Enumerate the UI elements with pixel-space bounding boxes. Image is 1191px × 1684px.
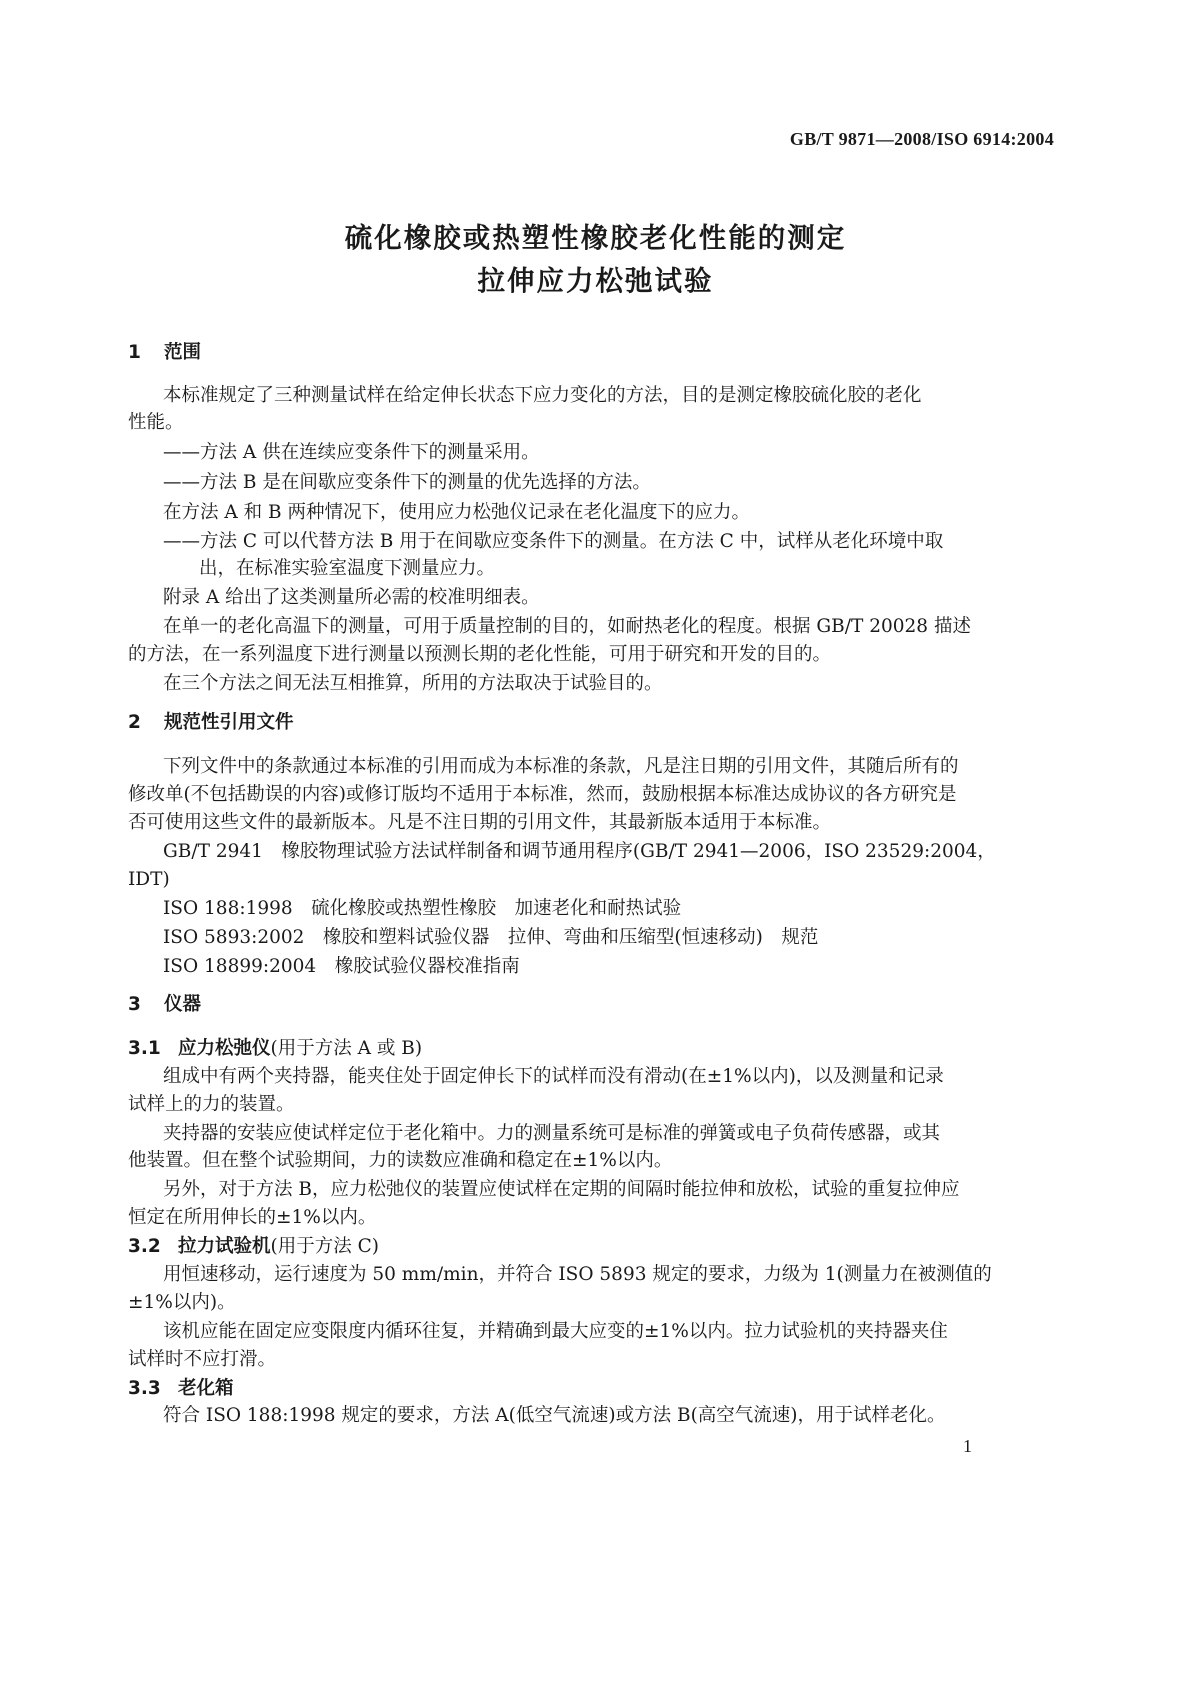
subsection-3-3-heading (128, 1380, 234, 1399)
list-item: ——方法 B 是在间歇应变条件下的测量的优先选择的方法。 (163, 472, 651, 493)
paragraph-line: 他装置。但在整个试验期间，力的读数应准确和稳定在±1%以内。 (128, 1150, 673, 1171)
section-1-heading (128, 344, 201, 363)
section-3-heading (128, 996, 201, 1015)
reference-item: GB/T 2941 橡胶物理试验方法试样制备和调节通用程序(GB/T 2941—2006，ISO 23529:2004， (163, 841, 996, 862)
subsection-3-1-heading (128, 1040, 422, 1059)
subsection-note: (用于方法 C) (270, 1236, 379, 1257)
paragraph-line: 试样上的力的装置。 (128, 1094, 295, 1115)
section-number: 3 (128, 994, 141, 1015)
section-number: 1 (128, 342, 141, 363)
subsection-3-2-heading (128, 1238, 379, 1257)
paragraph-line: 符合 ISO 188:1998 规定的要求，方法 A(低空气流速)或方法 B(高空气流速)，用于试样老化。 (163, 1405, 946, 1426)
list-item-continuation: 出，在标准实验室温度下测量应力。 (199, 558, 496, 579)
paragraph-line: 恒定在所用伸长的±1%以内。 (128, 1207, 377, 1228)
subsection-title: 应力松弛仪 (178, 1038, 271, 1059)
list-item: ——方法 C 可以代替方法 B 用于在间歇应变条件下的测量。在方法 C 中，试样从老化环境中取 (163, 531, 944, 552)
paragraph-line: 修改单(不包括勘误的内容)或修订版均不适用于本标准，然而，鼓励根据本标准达成协议的各方研究是 (128, 784, 957, 805)
paragraph-line: 另外，对于方法 B，应力松弛仪的装置应使试样在定期的间隔时能拉伸和放松，试验的重复拉伸应 (163, 1179, 960, 1200)
paragraph-line: 在三个方法之间无法互相推算，所用的方法取决于试验目的。 (163, 673, 663, 694)
paragraph-line: 组成中有两个夹持器，能夹住处于固定伸长下的试样而没有滑动(在±1%以内)，以及测量和记录 (163, 1066, 944, 1087)
paragraph-line: 该机应能在固定应变限度内循环往复，并精确到最大应变的±1%以内。拉力试验机的夹持器夹住 (163, 1321, 948, 1342)
page-number: 1 (963, 1436, 972, 1456)
subsection-title: 老化箱 (178, 1378, 234, 1399)
paragraph-line: 在单一的老化高温下的测量，可用于质量控制的目的，如耐热老化的程度。根据 GB/T 20028 描述 (163, 616, 971, 637)
paragraph-line: 用恒速移动，运行速度为 50 mm/min，并符合 ISO 5893 规定的要求，力级为 1(测量力在被测值的 (163, 1264, 992, 1285)
reference-item: ISO 18899:2004 橡胶试验仪器校准指南 (163, 956, 520, 977)
paragraph-line: 本标准规定了三种测量试样在给定伸长状态下应力变化的方法，目的是测定橡胶硫化胶的老化 (163, 385, 922, 406)
paragraph-line: 否可使用这些文件的最新版本。凡是不注日期的引用文件，其最新版本适用于本标准。 (128, 812, 832, 833)
paragraph-line: 性能。 (128, 412, 184, 433)
section-title: 范围 (164, 342, 202, 363)
paragraph-line: 下列文件中的条款通过本标准的引用而成为本标准的条款，凡是注日期的引用文件，其随后所有的 (163, 756, 959, 777)
section-title: 仪器 (164, 994, 202, 1015)
list-item: ——方法 A 供在连续应变条件下的测量采用。 (163, 442, 540, 463)
reference-item: ISO 5893:2002 橡胶和塑料试验仪器 拉伸、弯曲和压缩型(恒速移动) 规范 (163, 927, 819, 948)
subsection-number: 3.2 (128, 1236, 161, 1257)
subsection-note: (用于方法 A 或 B) (270, 1038, 423, 1059)
reference-item-continuation: IDT) (128, 869, 170, 890)
paragraph-line: 在方法 A 和 B 两种情况下，使用应力松弛仪记录在老化温度下的应力。 (163, 502, 750, 523)
paragraph-line: 附录 A 给出了这类测量所必需的校准明细表。 (163, 587, 540, 608)
subsection-number: 3.1 (128, 1038, 161, 1059)
paragraph-line: 夹持器的安装应使试样定位于老化箱中。力的测量系统可是标准的弹簧或电子负荷传感器，或其 (163, 1123, 941, 1144)
document-title-line2: 拉伸应力松弛试验 (477, 265, 714, 297)
section-title: 规范性引用文件 (164, 712, 294, 733)
section-2-heading (128, 714, 294, 733)
subsection-number: 3.3 (128, 1378, 161, 1399)
paragraph-line: 试样时不应打滑。 (128, 1349, 277, 1370)
paragraph-line: ±1%以内)。 (128, 1292, 236, 1313)
subsection-title: 拉力试验机 (178, 1236, 271, 1257)
paragraph-line: 的方法，在一系列温度下进行测量以预测长期的老化性能，可用于研究和开发的目的。 (128, 644, 832, 665)
section-number: 2 (128, 712, 141, 733)
reference-item: ISO 188:1998 硫化橡胶或热塑性橡胶 加速老化和耐热试验 (163, 898, 682, 919)
standard-number: GB/T 9871—2008/ISO 6914:2004 (789, 129, 1054, 149)
document-title-line1: 硫化橡胶或热塑性橡胶老化性能的测定 (344, 222, 847, 254)
